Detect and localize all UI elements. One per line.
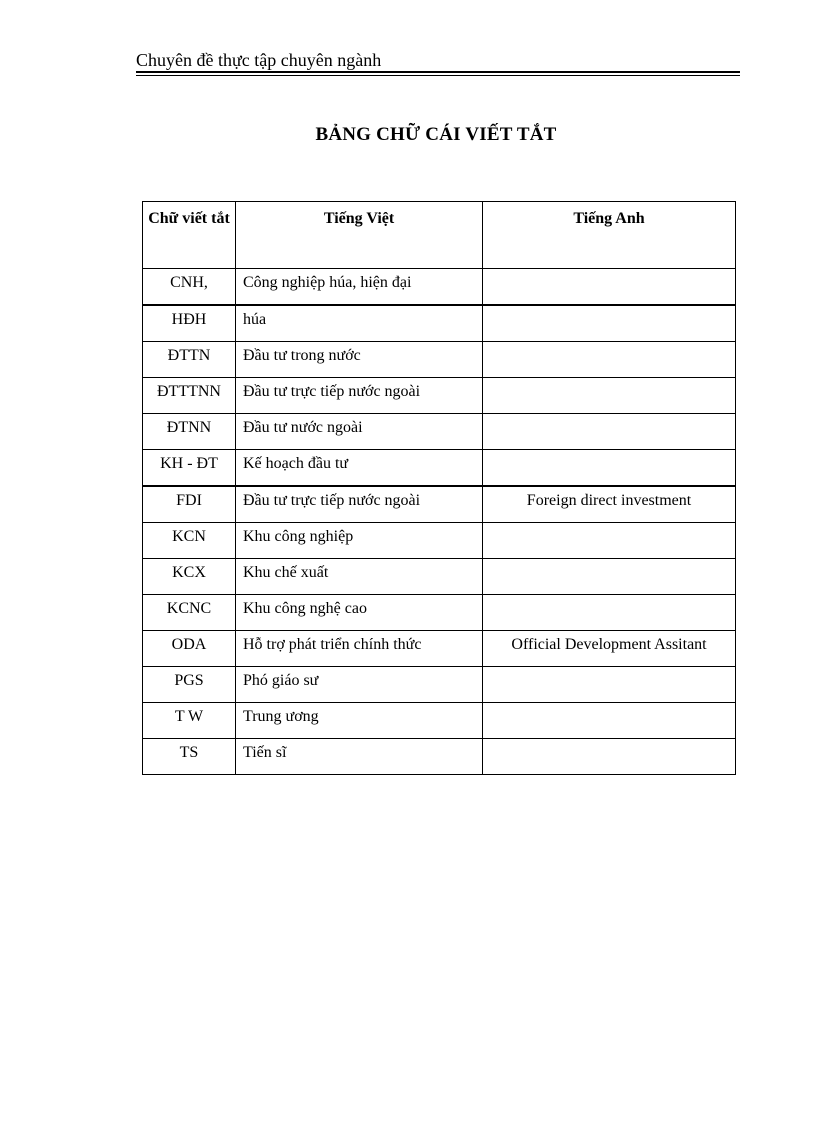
column-header-vietnamese: Tiếng Việt <box>236 202 483 269</box>
english-cell <box>483 703 736 739</box>
table-row <box>143 523 736 559</box>
table-row <box>143 450 736 487</box>
table-row <box>143 631 736 667</box>
english-cell <box>483 378 736 414</box>
table-row <box>143 378 736 414</box>
vietnamese-cell: Kế hoạch đầu tư <box>236 450 483 487</box>
abbreviation-cell: FDI <box>143 486 236 523</box>
table-body <box>143 269 736 775</box>
table-row <box>143 305 736 342</box>
english-cell <box>483 269 736 306</box>
column-header-abbreviation: Chữ viết tắt <box>143 202 236 269</box>
abbreviation-cell: ĐTTTNN <box>143 378 236 414</box>
table-header-row <box>143 202 736 269</box>
page-title: BẢNG CHỮ CÁI VIẾT TẮT <box>315 124 557 145</box>
vietnamese-cell: Phó giáo sư <box>236 667 483 703</box>
table-row <box>143 739 736 775</box>
abbreviation-cell: CNH, <box>143 269 236 306</box>
abbreviation-cell: PGS <box>143 667 236 703</box>
abbreviation-cell: KH - ĐT <box>143 450 236 487</box>
abbreviation-cell: KCN <box>143 523 236 559</box>
table-row <box>143 703 736 739</box>
abbreviation-table <box>142 201 736 775</box>
running-header <box>136 50 740 76</box>
vietnamese-cell: Khu công nghệ cao <box>236 595 483 631</box>
english-cell <box>483 342 736 378</box>
abbreviation-cell: ODA <box>143 631 236 667</box>
table-row <box>143 414 736 450</box>
header-rule-thick <box>136 71 740 73</box>
vietnamese-cell: Đầu tư nước ngoài <box>236 414 483 450</box>
vietnamese-cell: Tiến sĩ <box>236 739 483 775</box>
english-cell: Foreign direct investment <box>483 486 736 523</box>
english-cell: Official Development Assitant <box>483 631 736 667</box>
abbreviation-cell: T W <box>143 703 236 739</box>
vietnamese-cell: Khu công nghiệp <box>236 523 483 559</box>
abbreviation-cell: KCX <box>143 559 236 595</box>
english-cell <box>483 305 736 342</box>
abbreviation-cell: ĐTNN <box>143 414 236 450</box>
english-cell <box>483 667 736 703</box>
vietnamese-cell: Đầu tư trực tiếp nước ngoài <box>236 486 483 523</box>
english-cell <box>483 450 736 487</box>
english-cell <box>483 559 736 595</box>
vietnamese-cell: Đầu tư trực tiếp nước ngoài <box>236 378 483 414</box>
table-row <box>143 667 736 703</box>
abbreviation-cell: TS <box>143 739 236 775</box>
table-row <box>143 595 736 631</box>
vietnamese-cell: Trung ương <box>236 703 483 739</box>
vietnamese-cell: Công nghiệp húa, hiện đại <box>236 269 483 306</box>
english-cell <box>483 414 736 450</box>
abbreviation-cell: HĐH <box>143 305 236 342</box>
table-row <box>143 342 736 378</box>
table-header <box>143 202 736 269</box>
table-row <box>143 486 736 523</box>
running-header-text: Chuyên đề thực tập chuyên ngành <box>136 50 382 70</box>
vietnamese-cell: húa <box>236 305 483 342</box>
abbreviation-cell: ĐTTN <box>143 342 236 378</box>
english-cell <box>483 595 736 631</box>
english-cell <box>483 523 736 559</box>
column-header-english: Tiếng Anh <box>483 202 736 269</box>
table-row <box>143 559 736 595</box>
vietnamese-cell: Đầu tư trong nước <box>236 342 483 378</box>
abbreviation-cell: KCNC <box>143 595 236 631</box>
table-row <box>143 269 736 306</box>
english-cell <box>483 739 736 775</box>
vietnamese-cell: Khu chế xuất <box>236 559 483 595</box>
vietnamese-cell: Hỗ trợ phát triển chính thức <box>236 631 483 667</box>
header-rule-thin <box>136 75 740 76</box>
